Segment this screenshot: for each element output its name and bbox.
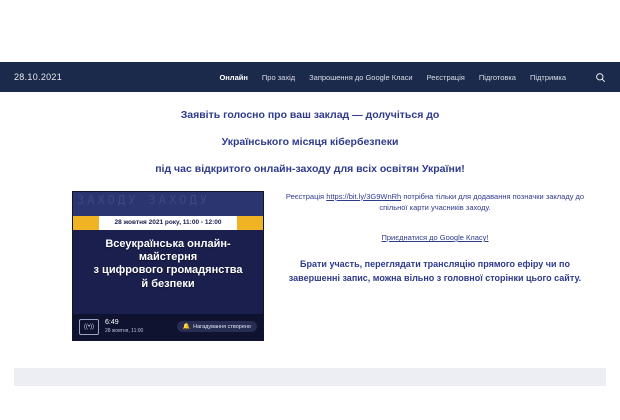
countdown-date: 28 жовтня, 11:00 (105, 327, 144, 334)
reminder-label: Нагадування створено (193, 323, 251, 330)
navbar-menu (219, 71, 606, 83)
registration-note-prefix: Реєстрація (285, 191, 327, 201)
poster-title-line-3: з цифрового громадянства (93, 264, 243, 277)
video-column (14, 191, 264, 341)
poster-amber-right (237, 216, 263, 230)
search-icon[interactable] (594, 71, 606, 83)
poster-countdown (105, 319, 143, 334)
poster-bottom-bar (73, 314, 263, 340)
nav-item-google-class-invite[interactable]: Запрошення до Google Класи (309, 72, 413, 82)
poster-top-strip (73, 192, 263, 216)
nav-item-about[interactable]: Про захід (261, 72, 296, 82)
poster-title-line-4: й безпеки (141, 277, 195, 290)
countdown-value: 6:49 (105, 319, 119, 327)
reminder-badge[interactable] (177, 321, 257, 332)
info-column (274, 191, 606, 341)
poster-title-line-2: майстерня (138, 250, 198, 263)
main-columns (0, 185, 620, 341)
bell-icon: 🔔 (182, 324, 191, 331)
broadcast-info-text: Брати участь, переглядати трансляцію прямого ефіру чи по завершенні запис, можна вільно з головної сторінки цього сайту. (288, 259, 582, 283)
poster-date-text: 28 жовтня 2021 року, 11:00 - 12:00 (114, 219, 222, 227)
nav-item-support[interactable]: Підтримка (529, 72, 566, 82)
headline-line-1: Заявіть голосно про ваш заклад — долучіться до (180, 109, 440, 121)
headline-line-3: під час відкритого онлайн-заходу для всіх освітян України! (155, 163, 465, 176)
site-navbar (0, 62, 620, 92)
browser-top-gap (0, 0, 620, 62)
poster-date-bar (73, 216, 263, 230)
page-footer-area (0, 358, 620, 420)
navbar-date: 28.10.2021 (14, 72, 63, 82)
nav-item-registration[interactable]: Реєстрація (426, 72, 465, 82)
poster-title (73, 238, 263, 292)
registration-link[interactable]: https://bit.ly/3G9WnRh (326, 191, 402, 201)
headline-block (0, 92, 620, 177)
registration-note (274, 191, 596, 214)
registration-note-suffix: потрібна тільки для додавання позначки закладу до спільної карти учасників заходу. (379, 191, 585, 212)
nav-item-online[interactable]: Онлайн (219, 72, 248, 82)
headline-line-2: Українського місяця кібербезпеки (221, 136, 399, 149)
nav-item-preparation[interactable]: Підготовка (478, 72, 516, 82)
poster-amber-left (73, 216, 99, 230)
join-google-class-link[interactable]: Приєднатися до Google Класу! (381, 233, 489, 243)
live-broadcast-icon: ((•)) (79, 319, 99, 335)
poster-ghost-text: ЗАХОДУ ЗАХОДУ (77, 192, 210, 207)
footer-strip (14, 368, 606, 386)
poster-title-line-1: Всеукраїнська онлайн- (105, 237, 231, 250)
event-video-poster[interactable] (72, 191, 264, 341)
